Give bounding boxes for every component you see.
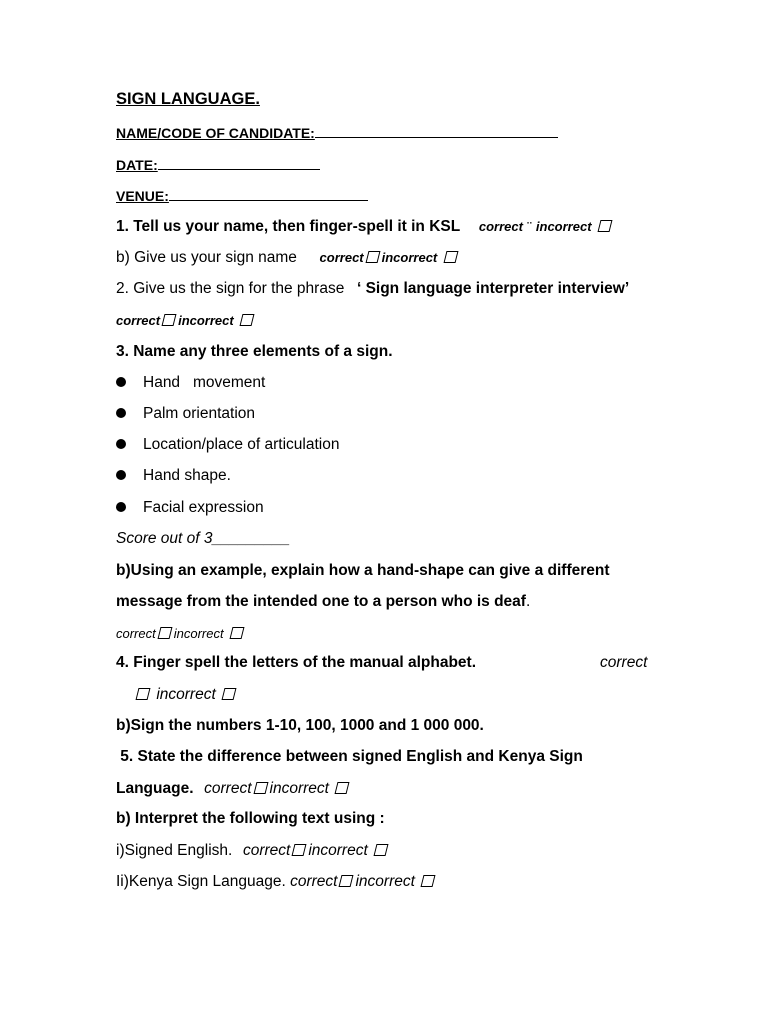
- incorrect-checkbox[interactable]: [421, 875, 436, 887]
- correct-checkbox[interactable]: [162, 314, 177, 326]
- question-5-line1: 5. State the difference between signed English and Kenya Sign: [116, 748, 583, 765]
- list-item-label: Location/place of articulation: [143, 436, 340, 453]
- date-blank: [158, 155, 320, 170]
- incorrect-label: incorrect: [535, 219, 592, 234]
- correct-label: correct: [116, 313, 161, 328]
- question-2-marks: [116, 311, 256, 331]
- page-title: SIGN LANGUAGE.: [116, 90, 260, 108]
- question-5b-text: b) Interpret the following text using :: [116, 810, 385, 827]
- bullet-icon: [116, 408, 126, 418]
- bullet-icon: [116, 439, 126, 449]
- question-5b-ii: [116, 872, 437, 892]
- question-3-text: 3. Name any three elements of a sign.: [116, 343, 393, 360]
- incorrect-checkbox[interactable]: [240, 314, 255, 326]
- correct-label: correct: [290, 873, 338, 890]
- question-3b-text: message from the intended one to a person who is deaf: [116, 593, 526, 610]
- question-2: [116, 279, 629, 299]
- list-item-label: Palm orientation: [143, 405, 256, 422]
- bullet-icon: [116, 502, 126, 512]
- date-label: DATE:: [116, 157, 158, 173]
- incorrect-checkbox[interactable]: [229, 627, 244, 639]
- question-1-text: 1. Tell us your name, then finger-spell it in KSL: [116, 218, 461, 235]
- incorrect-checkbox[interactable]: [222, 688, 237, 700]
- score-line: Score out of 3_________: [116, 530, 291, 547]
- correct-checkbox[interactable]: [292, 844, 307, 856]
- incorrect-label: incorrect: [381, 250, 438, 265]
- correct-checkbox[interactable]: [157, 627, 172, 639]
- incorrect-label: incorrect: [178, 313, 234, 328]
- incorrect-checkbox[interactable]: [335, 782, 350, 794]
- question-4-text: 4. Finger spell the letters of the manual alphabet.: [116, 654, 477, 671]
- question-5-text: Language.: [116, 780, 194, 797]
- incorrect-checkbox[interactable]: [374, 844, 389, 856]
- question-3b-line1: b)Using an example, explain how a hand-shape can give a different: [116, 562, 610, 579]
- question-4b-text: b)Sign the numbers 1-10, 100, 1000 and 1 000 000.: [116, 717, 484, 734]
- correct-label: correct: [242, 842, 291, 859]
- list-item: [116, 498, 264, 518]
- incorrect-checkbox[interactable]: [443, 251, 458, 263]
- incorrect-label: incorrect: [355, 873, 415, 890]
- list-item: [116, 435, 339, 455]
- question-2-text: 2. Give us the sign for the phrase: [116, 280, 345, 297]
- incorrect-label: incorrect: [156, 686, 216, 703]
- correct-label: correct: [600, 654, 648, 671]
- bullet-icon: [116, 377, 126, 387]
- question-5b-ii-text: Ii)Kenya Sign Language.: [116, 873, 286, 890]
- question-5b-i: [116, 841, 390, 861]
- venue-label: VENUE:: [116, 188, 169, 204]
- list-item-label: Hand movement: [143, 374, 266, 391]
- list-item-label: Facial expression: [143, 499, 264, 516]
- name-code-label: NAME/CODE OF CANDIDATE:: [116, 125, 315, 141]
- question-1b: [116, 248, 460, 268]
- question-2-phrase: ‘ Sign language interpreter interview’: [356, 280, 630, 297]
- correct-label: correct: [478, 219, 523, 234]
- question-4: [116, 653, 476, 673]
- question-1b-text: b) Give us your sign name: [116, 249, 297, 266]
- list-item-label: Hand shape.: [143, 467, 231, 484]
- question-5-line2: [116, 779, 351, 799]
- incorrect-label: incorrect: [173, 626, 224, 641]
- question-5b-i-text: i)Signed English.: [116, 842, 233, 859]
- question-4-marks: [134, 685, 238, 705]
- correct-label: correct: [116, 626, 156, 641]
- correct-checkbox[interactable]: [339, 875, 354, 887]
- correct-label: correct: [204, 780, 252, 797]
- venue-field: [116, 186, 368, 206]
- name-code-field: [116, 123, 558, 143]
- list-item: [116, 466, 231, 486]
- incorrect-checkbox[interactable]: [597, 220, 612, 232]
- bullet-icon: [116, 470, 126, 480]
- date-field: [116, 155, 320, 175]
- correct-checkbox[interactable]: [365, 251, 380, 263]
- list-item: [116, 404, 255, 424]
- list-item: [116, 373, 265, 393]
- question-3b-marks: [116, 624, 246, 644]
- incorrect-label: incorrect: [308, 842, 368, 859]
- umlaut-mark: ¨: [527, 219, 532, 234]
- venue-blank: [169, 186, 368, 201]
- correct-checkbox[interactable]: [253, 782, 268, 794]
- question-1: [116, 217, 614, 237]
- name-code-blank: [315, 123, 558, 138]
- correct-label: correct: [319, 250, 364, 265]
- correct-checkbox[interactable]: [136, 688, 151, 700]
- incorrect-label: incorrect: [269, 780, 329, 797]
- question-3b-period: .: [525, 593, 531, 610]
- question-3b-line2: [116, 592, 530, 612]
